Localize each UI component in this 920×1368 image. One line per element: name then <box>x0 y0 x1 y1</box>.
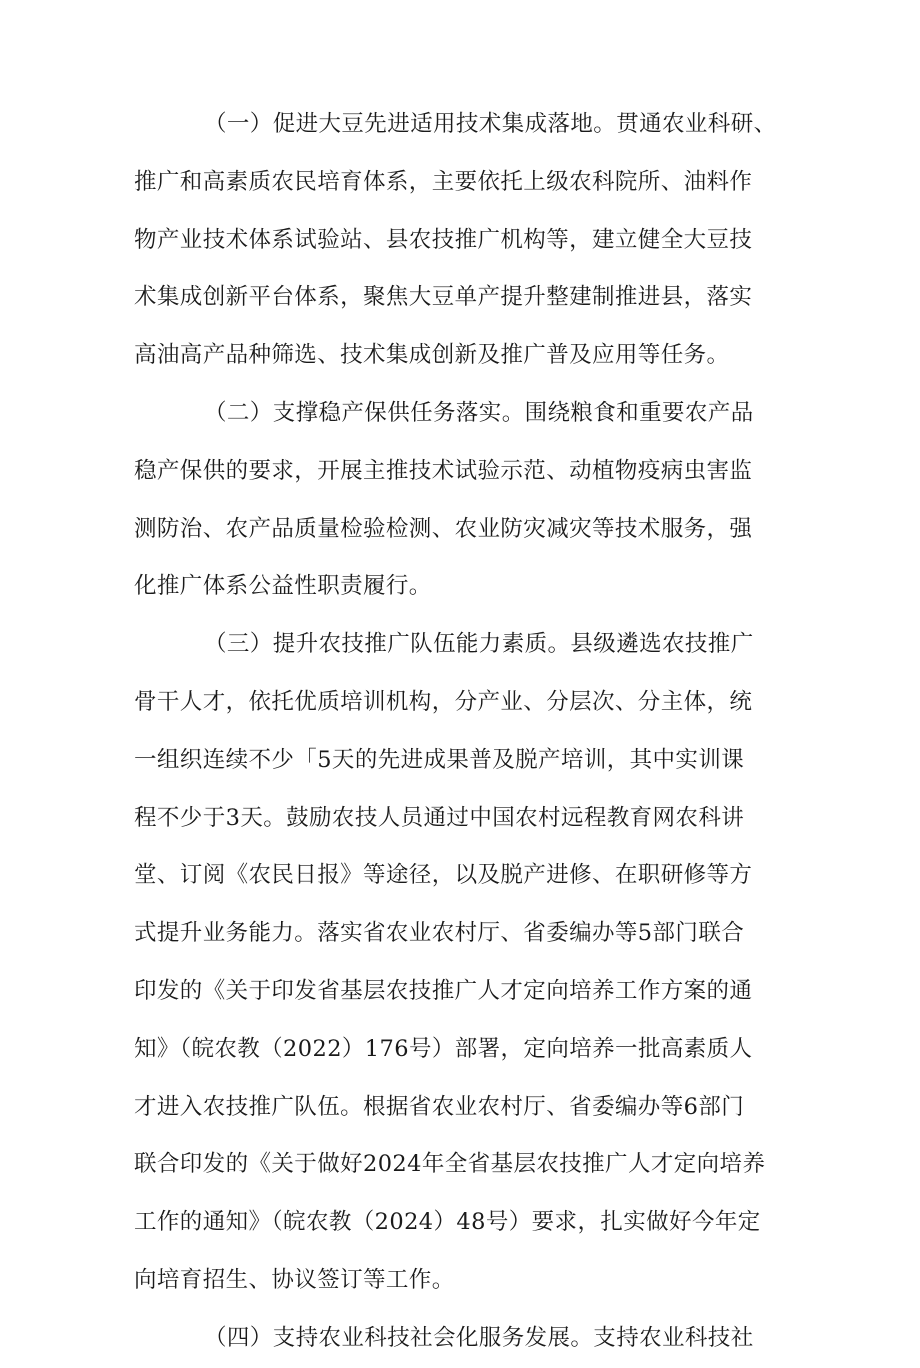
paragraph-line: 测防治、农产品质量检验检测、农业防灾减灾等技术服务，强 <box>134 515 753 542</box>
document-body <box>134 96 804 1368</box>
paragraph-line: 化推广体系公益性职责履行。 <box>134 573 432 600</box>
paragraph-line: 印发的《关于印发省基层农技推广人才定向培养工作方案的通 <box>134 977 753 1004</box>
paragraph-line: （四）支持农业科技社会化服务发展。支持农业科技社 <box>204 1324 754 1351</box>
paragraph-line: 工作的通知》（皖农教（2024）48号）要求，扎实做好今年定 <box>134 1209 761 1236</box>
paragraph-2 <box>134 385 804 616</box>
paragraph-line: 高油高产品种筛选、技术集成创新及推广普及应用等任务。 <box>134 342 730 369</box>
paragraph-3 <box>134 616 804 1310</box>
paragraph-line: 向培育招生、协议签订等工作。 <box>134 1266 455 1293</box>
paragraph-line: 才进入农技推广队伍。根据省农业农村厅、省委编办等6部门 <box>134 1093 745 1120</box>
paragraph-line: 程不少于3天。鼓励农技人员通过中国农村远程教育网农科讲 <box>134 804 745 831</box>
paragraph-line: 物产业技术体系试验站、县农技推广机构等，建立健全大豆技 <box>134 226 753 253</box>
paragraph-line: 知》（皖农教（2022）176号）部署，定向培养一批高素质人 <box>134 1035 753 1062</box>
paragraph-4 <box>134 1310 804 1368</box>
paragraph-line: 联合印发的《关于做好2024年全省基层农技推广人才定向培养 <box>134 1151 766 1178</box>
paragraph-line: 式提升业务能力。落实省农业农村厅、省委编办等5部门联合 <box>134 920 745 947</box>
paragraph-line: 稳产保供的要求，开展主推技术试验示范、动植物疫病虫害监 <box>134 457 753 484</box>
paragraph-line: 术集成创新平台体系，聚焦大豆单产提升整建制推进县，落实 <box>134 284 753 311</box>
paragraph-line: 推广和高素质农民培育体系，主要依托上级农科院所、油料作 <box>134 168 753 195</box>
paragraph-line: 骨干人才，依托优质培训机构，分产业、分层次、分主体，统 <box>134 688 753 715</box>
paragraph-line: （二）支撑稳产保供任务落实。围绕粮食和重要农产品 <box>204 399 754 426</box>
paragraph-line: （三）提升农技推广队伍能力素质。县级遴选农技推广 <box>204 631 754 658</box>
paragraph-line: （一）促进大豆先进适用技术集成落地。贯通农业科研、 <box>204 111 777 137</box>
paragraph-line: 一组织连续不少「5天的先进成果普及脱产培训，其中实训课 <box>134 746 745 773</box>
paragraph-line: 堂、订阅《农民日报》等途径，以及脱产进修、在职研修等方 <box>134 862 753 889</box>
paragraph-1 <box>134 96 804 385</box>
